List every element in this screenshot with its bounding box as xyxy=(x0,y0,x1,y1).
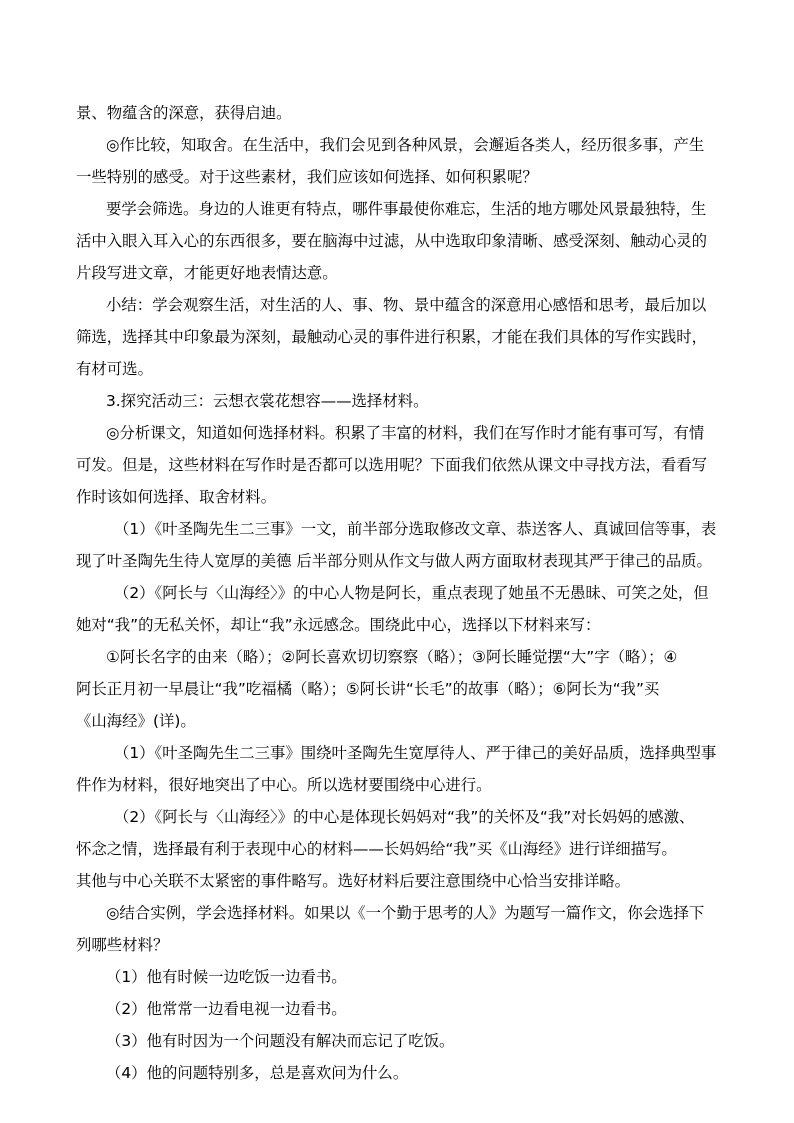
list-item: （4）他的问题特别多，总是喜欢问为什么。 xyxy=(106,1064,409,1082)
text-line: （2）《阿长与〈山海经〉》的中心是体现长妈妈对“我”的关怀及“我”对长妈妈的感激、 xyxy=(114,808,695,826)
text-line: 有材可选。 xyxy=(76,360,153,378)
text-line: 作时该如何选择、取舍材料。 xyxy=(76,488,277,506)
text-line: （2）《阿长与〈山海经〉》的中心人物是阿长，重点表现了她虽不无愚昧、可笑之处，但 xyxy=(114,584,709,602)
text-line: ◎作比较，知取舍。在生活中，我们会见到各种风景，会邂逅各类人，经历很多事，产生 xyxy=(106,136,705,154)
text-line: 她对“我”的无私关怀，却让“我”永远感念。围绕此中心，选择以下材料来写： xyxy=(76,616,601,634)
list-item: （1）他有时候一边吃饭一边看书。 xyxy=(106,968,347,986)
text-line: 怀念之情，选择最有利于表现中心的材料——长妈妈给“我”买《山海经》进行详细描写。 xyxy=(76,840,677,858)
text-line: ◎结合实例，学会选择材料。如果以《一个勤于思考的人》为题写一篇作文，你会选择下 xyxy=(106,904,705,922)
list-item: （2）他常常一边看电视一边看书。 xyxy=(106,1000,347,1018)
text-line: 件作为材料，很好地突出了中心。所以选材要围绕中心进行。 xyxy=(76,776,492,794)
text-line: ①阿长名字的由来（略）；②阿长喜欢切切察察（略）；③阿长睡觉摆“大”字（略）；④ xyxy=(106,648,678,666)
text-line: 要学会筛选。身边的人谁更有特点，哪件事最使你难忘，生活的地方哪处风景最独特，生 xyxy=(106,200,707,218)
text-line: 现了叶圣陶先生待人宽厚的美德 后半部分则从作文与做人两方面取材表现其严于律己的品质。 xyxy=(76,552,712,570)
text-line: （1）《叶圣陶先生二三事》一文，前半部分选取修改文章、恭送客人、真诚回信等事，表 xyxy=(114,520,717,538)
text-line: 活中入眼入耳入心的东西很多，要在脑海中过滤，从中选取印象清晰、感受深刻、触动心灵的 xyxy=(76,232,708,250)
text-line: 列哪些材料？ xyxy=(76,936,169,954)
text-line: 景、物蕴含的深意，获得启迪。 xyxy=(76,104,292,122)
text-line: （1）《叶圣陶先生二三事》围绕叶圣陶先生宽厚待人、严于律己的美好品质，选择典型事 xyxy=(114,744,717,762)
text-line: 一些特别的感受。对于这些素材，我们应该如何选择、如何积累呢？ xyxy=(76,168,538,186)
text-line: 其他与中心关联不太紧密的事件略写。选好材料后要注意围绕中心恰当安排详略。 xyxy=(76,872,631,890)
text-line: ◎分析课文，知道如何选择材料。积累了丰富的材料，我们在写作时才能有事可写，有情 xyxy=(106,424,705,442)
section-heading: 3.探究活动三：云想衣裳花想容——选择材料。 xyxy=(106,392,429,410)
text-line: 筛选，选择其中印象最为深刻，最触动心灵的事件进行积累，才能在我们具体的写作实践时， xyxy=(76,328,708,346)
text-line: 片段写进文章，才能更好地表情达意。 xyxy=(76,264,338,282)
text-line: 可发。但是，这些材料在写作时是否都可以选用呢？下面我们依然从课文中寻找方法，看看写 xyxy=(76,456,708,474)
text-line: 《山海经》(详)。 xyxy=(76,712,196,730)
document-body xyxy=(76,97,728,1089)
text-line: 小结：学会观察生活，对生活的人、事、物、景中蕴含的深意用心感悟和思考，最后加以 xyxy=(106,296,707,314)
text-line: 阿长正月初一早晨让“我”吃福橘（略）；⑤阿长讲“长毛”的故事（略）；⑥阿长为“我”买 xyxy=(76,680,660,698)
list-item: （3）他有时因为一个问题没有解决而忘记了吃饭。 xyxy=(106,1032,455,1050)
